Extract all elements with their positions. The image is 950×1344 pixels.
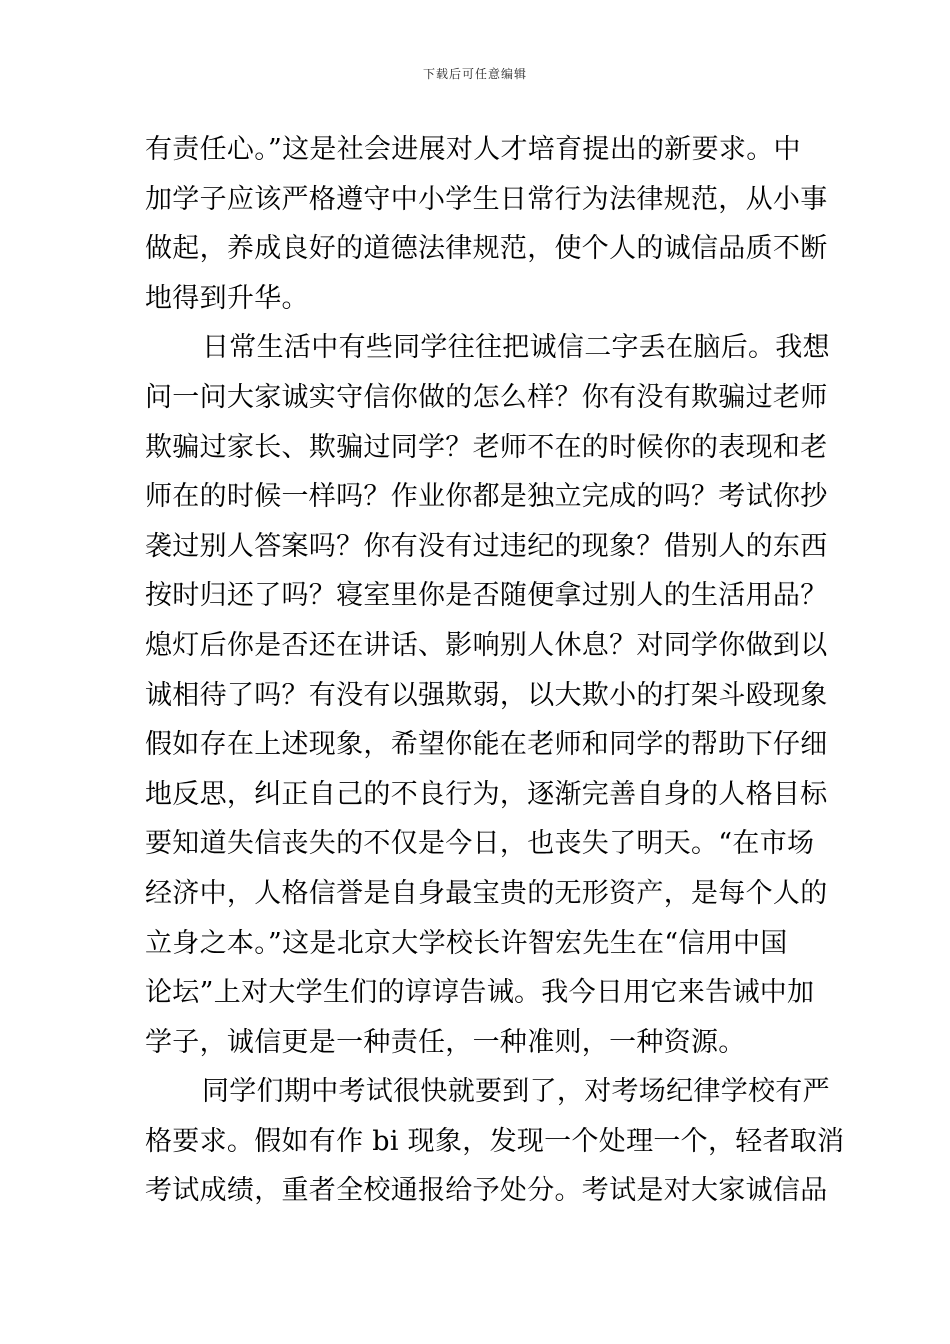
text-line: 诚相待了吗？有没有以强欺弱，以大欺小的打架斗殴现象 (145, 679, 828, 711)
text-line: 同学们期中考试很快就要到了，对考场纪律学校有严 (202, 1076, 830, 1108)
text-line: 论坛”上对大学生们的谆谆告诫。我今日用它来告诫中加 (145, 977, 815, 1009)
text-line: 学子，诚信更是一种责任，一种准则，一种资源。 (145, 1026, 746, 1058)
text-line: 问一问大家诚实守信你做的怎么样？你有没有欺骗过老师 (145, 381, 828, 413)
text-line: 袭过别人答案吗？你有没有过违纪的现象？借别人的东西 (145, 530, 828, 562)
text-line: 立身之本。”这是北京大学校长许智宏先生在“信用中国 (145, 927, 788, 959)
text-line: 格要求。假如有作 bi 现象，发现一个处理一个，轻者取消 (145, 1125, 845, 1157)
text-line: 地反思，纠正自己的不良行为，逐渐完善自身的人格目标 (145, 778, 828, 810)
text-line: 欺骗过家长、欺骗过同学？老师不在的时候你的表现和老 (145, 431, 828, 463)
text-line: 加学子应该严格遵守中小学生日常行为法律规范，从小事 (145, 183, 828, 215)
text-line: 师在的时候一样吗？作业你都是独立完成的吗？考试你抄 (145, 481, 828, 513)
body-text (145, 125, 845, 1216)
page-header: 下载后可任意编辑 (422, 67, 527, 81)
text-line: 经济中，人格信誉是自身最宝贵的无形资产，是每个人的 (145, 877, 828, 909)
text-line: 地得到升华。 (145, 282, 309, 314)
text-line: 有责任心。”这是社会进展对人才培育提出的新要求。中 (145, 134, 801, 165)
text-line: 考试成绩，重者全校通报给予处分。考试是对大家诚信品 (145, 1175, 828, 1207)
text-line: 熄灯后你是否还在讲话、影响别人休息？对同学你做到以 (145, 629, 828, 661)
text-line: 要知道失信丧失的不仅是今日，也丧失了明天。“在市场 (145, 828, 815, 860)
text-line: 假如存在上述现象，希望你能在老师和同学的帮助下仔细 (145, 729, 828, 761)
text-line: 日常生活中有些同学往往把诚信二字丢在脑后。我想 (202, 332, 830, 364)
text-line: 做起，养成良好的道德法律规范，使个人的诚信品质不断 (145, 233, 828, 265)
text-line: 按时归还了吗？寝室里你是否随便拿过别人的生活用品？ (145, 580, 828, 612)
